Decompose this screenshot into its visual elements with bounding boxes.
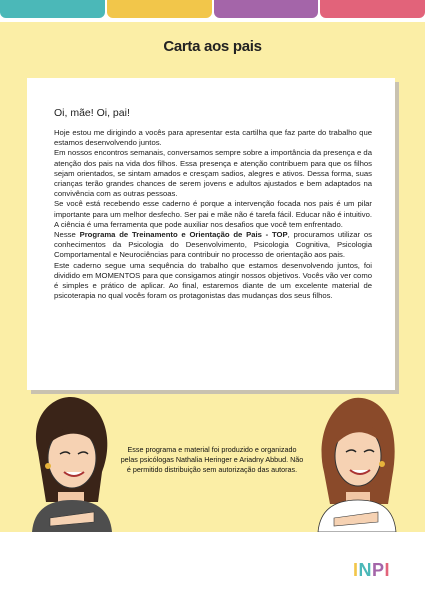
letter-greeting: Oi, mãe! Oi, pai! (54, 107, 130, 119)
logo-letter: I (353, 560, 359, 580)
author-avatar-right (312, 392, 400, 532)
logo-letter: N (358, 560, 373, 580)
logo-letter: I (384, 560, 391, 580)
top-color-bars (0, 0, 425, 24)
letter-paragraph: Em nossos encontros semanais, conversamos sempre sobre a importância da presença e da atenção dos pais na vida dos filhos. Essa presença e atenção contribuem para que os filhos sejam orientados, se sintam amados e cresçam sadios, alegres e ativos. Dessa forma, suas crianças terão grandes chances de serem jovens e adultos ajustados e bem adaptados na convivência com as outras pessoas. (54, 148, 372, 199)
color-bar-teal (0, 0, 105, 18)
letter-paragraph: Hoje estou me dirigindo a vocês para apresentar esta cartilha que faz parte do trabalho que estamos desenvolvendo juntos. (54, 128, 372, 148)
letter-paragraph-program (54, 230, 372, 261)
author-avatar-left (28, 392, 116, 532)
color-bar-pink (320, 0, 425, 18)
color-bar-purple (214, 0, 319, 18)
letter-paragraph: Se você está recebendo esse caderno é porque a intervenção focada nos pais é um pilar importante para um melhor desfecho. Ser pai e mãe não é tarefa fácil. Educar não é intuitivo. A ciência é uma ferramenta que pode auxiliar nos desafios que você tem enfrentado. (54, 199, 372, 229)
page-title: Carta aos pais (163, 38, 262, 55)
color-bar-yellow (107, 0, 212, 18)
program-text-before: Nesse (54, 230, 80, 240)
letter-paragraph: Este caderno segue uma sequência do trabalho que estamos desenvolvendo juntos, foi dividido em MOMENTOS para que consigamos atingir nossos objetivos. Vocês vão ver como é simples e prático de aplicar. Ao final, estaremos diante de um excelente material de psicoterapia no qual vocês foram os protagonistas das mudanças dos seus filhos. (54, 260, 372, 301)
program-text-after: , procuramos utilizar os conhecimentos da Psicologia do Desenvolvimento, Psicologia Cognitiva, Psicologia Comportamental e Neurociências para contribuir no processo de orientação aos pais. (54, 230, 372, 260)
program-name: Programa de Treinamento e Orientação de Pais - TOP (79, 230, 288, 240)
letter-body (54, 128, 372, 301)
logo-letter: P (372, 560, 385, 580)
inpi-logo (353, 560, 390, 581)
credits-text: Esse programa e material foi produzido e organizado pelas psicólogas Nathalia Heringer e Ariadny Abbud. Não é permitido distribuição sem autorização das autoras. (120, 445, 304, 474)
